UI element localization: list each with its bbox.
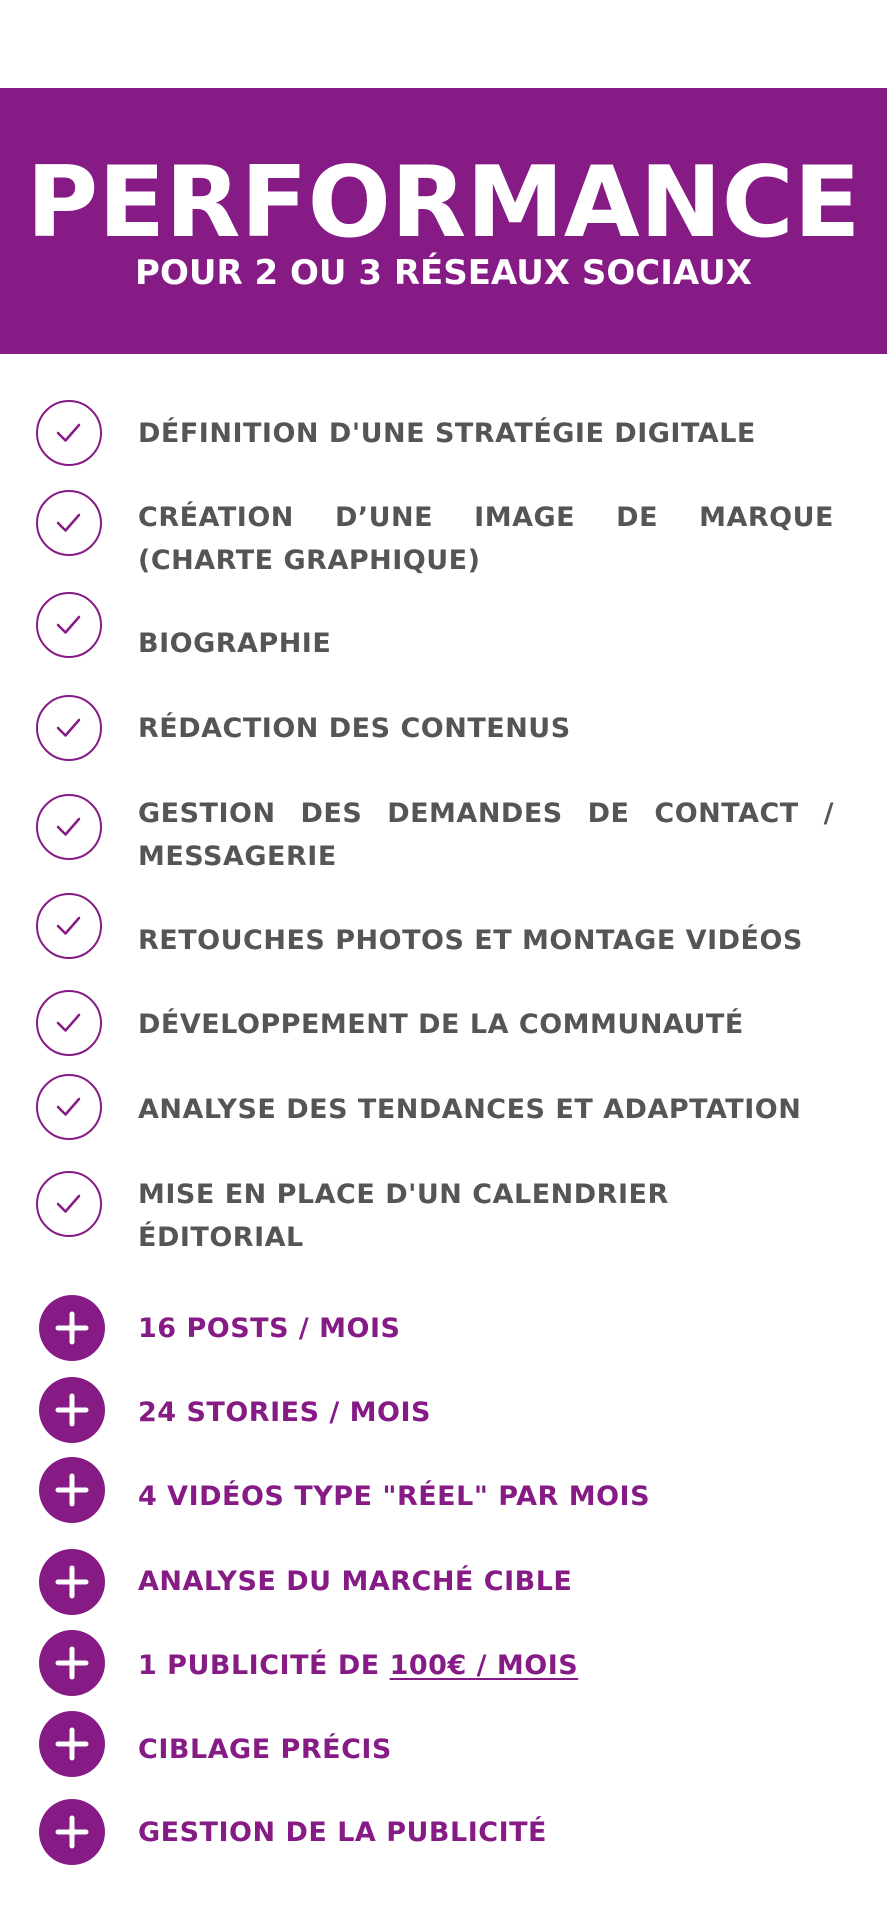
check-icon xyxy=(36,794,102,860)
plus-icon xyxy=(39,1711,105,1777)
feature-label: DÉFINITION D'UNE STRATÉGIE DIGITALE xyxy=(138,418,756,449)
plus-icon xyxy=(39,1549,105,1615)
check-icon xyxy=(36,695,102,761)
plus-icon xyxy=(39,1377,105,1443)
page-title: PERFORMANCE xyxy=(26,146,861,260)
extra-label: ANALYSE DU MARCHÉ CIBLE xyxy=(138,1566,573,1597)
check-icon xyxy=(36,490,102,556)
extra-label: 16 POSTS / MOIS xyxy=(138,1313,401,1344)
check-icon xyxy=(36,1074,102,1140)
feature-label: DÉVELOPPEMENT DE LA COMMUNAUTÉ xyxy=(138,1009,744,1040)
check-icon xyxy=(36,400,102,466)
feature-label: MISE EN PLACE D'UN CALENDRIER ÉDITORIAL xyxy=(138,1179,669,1253)
check-icon xyxy=(36,592,102,658)
feature-label: BIOGRAPHIE xyxy=(138,628,332,659)
extra-label: CIBLAGE PRÉCIS xyxy=(138,1734,392,1765)
extra-label xyxy=(138,1644,858,1687)
extra-label: GESTION DE LA PUBLICITÉ xyxy=(138,1817,547,1848)
plus-icon xyxy=(39,1457,105,1523)
check-icon xyxy=(36,893,102,959)
plus-icon xyxy=(39,1799,105,1865)
feature-label: GESTION DES DEMANDES DE CONTACT / MESSAGERIE xyxy=(138,798,834,872)
extra-label: 4 VIDÉOS TYPE "RÉEL" PAR MOIS xyxy=(138,1481,651,1512)
ad-budget-amount: 100€ / MOIS xyxy=(389,1650,579,1681)
extra-label-prefix: 1 PUBLICITÉ DE xyxy=(138,1650,390,1681)
feature-label: RÉDACTION DES CONTENUS xyxy=(138,713,571,744)
plus-icon xyxy=(39,1295,105,1361)
feature-label: ANALYSE DES TENDANCES ET ADAPTATION xyxy=(138,1094,802,1125)
extra-label: 24 STORIES / MOIS xyxy=(138,1397,431,1428)
page-subtitle: POUR 2 OU 3 RÉSEAUX SOCIAUX xyxy=(135,253,752,293)
feature-label: RETOUCHES PHOTOS ET MONTAGE VIDÉOS xyxy=(138,925,803,956)
plus-icon xyxy=(39,1630,105,1696)
check-icon xyxy=(36,1171,102,1237)
check-icon xyxy=(36,990,102,1056)
header-banner xyxy=(0,88,887,354)
feature-label: CRÉATION D’UNE IMAGE DE MARQUE (CHARTE GRAPHIQUE) xyxy=(138,502,834,576)
